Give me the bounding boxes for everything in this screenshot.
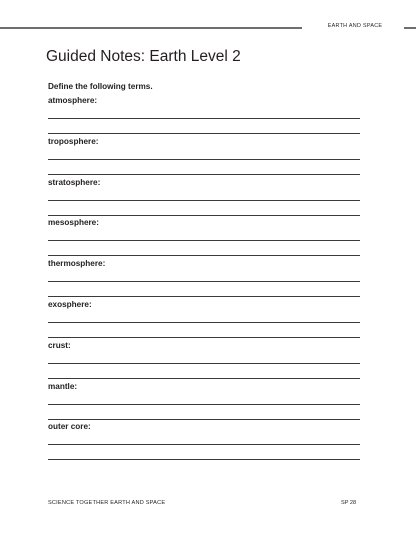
answer-line[interactable] <box>48 118 360 119</box>
term-label: mantle: <box>48 381 78 391</box>
term-label: outer core: <box>48 422 91 432</box>
answer-line[interactable] <box>48 322 360 323</box>
term-atmosphere <box>48 96 360 137</box>
header-rule <box>0 27 302 29</box>
answer-line[interactable] <box>48 419 360 420</box>
answer-line[interactable] <box>48 281 360 282</box>
page-number: SP 28 <box>341 500 357 506</box>
answer-line[interactable] <box>48 296 360 297</box>
term-troposphere <box>48 137 360 178</box>
term-label: stratosphere: <box>48 177 101 187</box>
term-label: crust: <box>48 340 71 350</box>
answer-line[interactable] <box>48 159 360 160</box>
answer-line[interactable] <box>48 378 360 379</box>
instructions: Define the following terms. <box>48 82 153 91</box>
answer-line[interactable] <box>48 255 360 256</box>
answer-line[interactable] <box>48 174 360 175</box>
term-label: exosphere: <box>48 299 92 309</box>
answer-line[interactable] <box>48 444 360 445</box>
term-outer-core <box>48 422 360 463</box>
term-thermosphere <box>48 259 360 300</box>
term-label: mesosphere: <box>48 218 99 228</box>
term-stratosphere <box>48 178 360 219</box>
section-label: EARTH AND SPACE <box>327 22 383 29</box>
term-label: atmosphere: <box>48 96 98 105</box>
term-mantle <box>48 382 360 423</box>
answer-line[interactable] <box>48 240 360 241</box>
terms-list <box>48 96 360 463</box>
answer-line[interactable] <box>48 200 360 201</box>
term-label: thermosphere: <box>48 259 106 269</box>
answer-line[interactable] <box>48 459 360 460</box>
term-label: troposphere: <box>48 136 99 146</box>
answer-line[interactable] <box>48 337 360 338</box>
header-rule-right <box>404 27 416 29</box>
footer-title: SCIENCE TOGETHER EARTH AND SPACE <box>48 500 166 506</box>
term-mesosphere <box>48 218 360 259</box>
answer-line[interactable] <box>48 215 360 216</box>
page-title: Guided Notes: Earth Level 2 <box>46 48 241 65</box>
answer-line[interactable] <box>48 363 360 364</box>
term-exosphere <box>48 300 360 341</box>
answer-line[interactable] <box>48 133 360 134</box>
answer-line[interactable] <box>48 404 360 405</box>
term-crust <box>48 341 360 382</box>
